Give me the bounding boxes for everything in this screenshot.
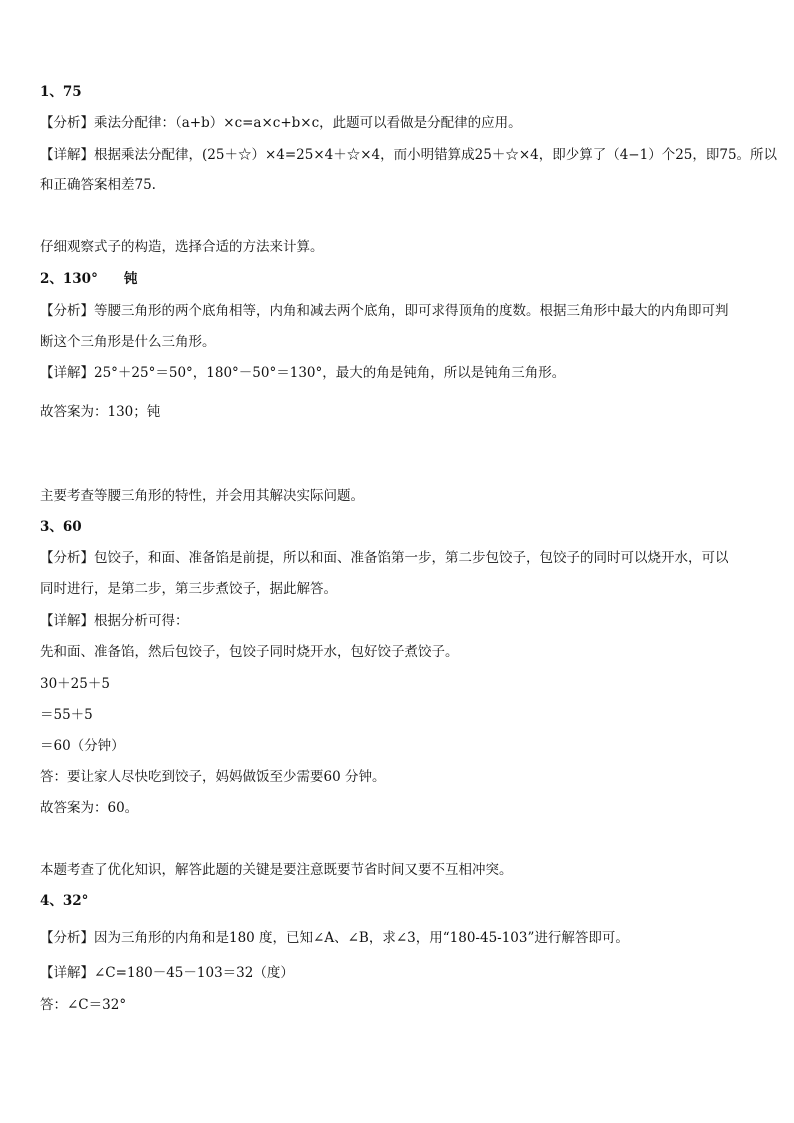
q1-analysis: 【分析】乘法分配律：（a+b）×c=a×c+b×c，此题可以看做是分配律的应用。 (40, 115, 522, 131)
q2-number-value: 2、130° (40, 271, 98, 287)
q2-analysis-line-1: 【分析】等腰三角形的两个底角相等，内角和减去两个底角，即可求得顶角的度数。根据三角形中最大的内角即可判 (40, 303, 729, 319)
q3-analysis-line-1: 【分析】包饺子，和面、准备馅是前提，所以和面、准备馅第一步，第二步包饺子，包饺子的同时可以烧开水，可以 (40, 550, 729, 566)
q3-calc-3: ＝60（分钟） (40, 738, 125, 754)
q3-comment: 本题考查了优化知识，解答此题的关键是要注意既要节省时间又要不互相冲突。 (40, 862, 513, 878)
q2-number (40, 270, 137, 288)
q2-comment: 主要考查等腰三角形的特性，并会用其解决实际问题。 (40, 488, 364, 504)
q4-number: 4、32° (40, 893, 89, 909)
q4-reply: 答：∠C＝32° (40, 997, 127, 1013)
q3-detail: 【详解】根据分析可得： (40, 613, 189, 629)
q2-number-extra: 钝 (123, 271, 138, 287)
q1-number: 1、75 (40, 84, 82, 100)
q3-calc-2: ＝55＋5 (40, 707, 93, 723)
q2-analysis-line-2: 断这个三角形是什么三角形。 (40, 334, 216, 350)
q3-step-1: 先和面、准备馅，然后包饺子，包饺子同时烧开水，包好饺子煮饺子。 (40, 644, 459, 660)
q2-answer: 故答案为：130；钝 (40, 404, 161, 420)
q3-answer: 故答案为：60。 (40, 800, 139, 816)
q1-detail-line-1: 【详解】根据乘法分配律，(25＋☆）×4=25×4＋☆×4，而小明错算成25＋☆×4，即少算了（4−1）个25，即75。所以 (40, 147, 778, 163)
q2-detail: 【详解】25°＋25°＝50°，180°－50°＝130°，最大的角是钝角，所以是钝角三角形。 (40, 365, 566, 381)
q3-analysis-line-2: 同时进行，是第二步，第三步煮饺子，据此解答。 (40, 581, 337, 597)
q4-detail: 【详解】∠C=180－45－103＝32（度） (40, 965, 294, 981)
q3-number: 3、60 (40, 519, 82, 535)
q1-detail-line-2: 和正确答案相差75. (40, 177, 156, 193)
q1-comment: 仔细观察式子的构造，选择合适的方法来计算。 (40, 239, 324, 255)
q3-calc-1: 30＋25＋5 (40, 676, 110, 692)
q4-analysis: 【分析】因为三角形的内角和是180 度，已知∠A、∠B，求∠3，用“180-45-103”进行解答即可。 (40, 930, 629, 946)
q3-reply: 答：要让家人尽快吃到饺子，妈妈做饭至少需要60 分钟。 (40, 769, 386, 785)
